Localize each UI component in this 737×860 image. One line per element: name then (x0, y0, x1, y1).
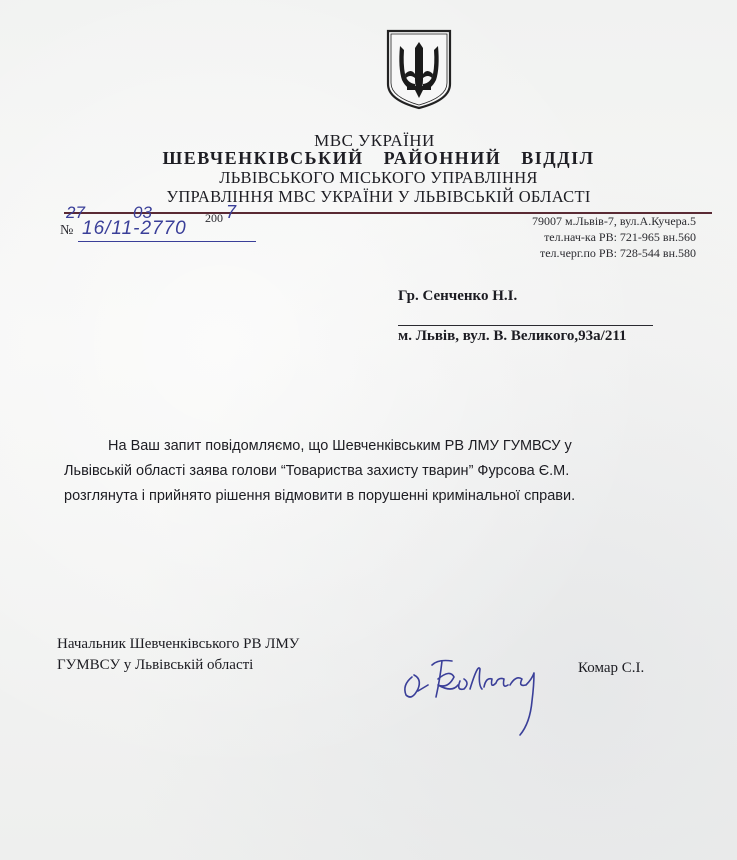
sender-phone-chief: тел.нач-ка РВ: 721-965 вн.560 (544, 230, 696, 244)
header-regional-directorate: УПРАВЛІННЯ МВС УКРАЇНИ У ЛЬВІВСЬКІЙ ОБЛАСТІ (166, 187, 591, 206)
registration-year-printed: 200 (205, 211, 223, 225)
signatory-name: Комар С.І. (578, 660, 645, 676)
registration-number-underline (78, 241, 256, 242)
header-city-directorate: ЛЬВІВСЬКОГО МІСЬКОГО УПРАВЛІННЯ (219, 168, 538, 187)
registration-number-sign: № (60, 223, 74, 238)
letter-body (64, 434, 704, 509)
signatory-title-line2: ГУМВСУ у Львівській області (57, 657, 254, 673)
recipient-name: Гр. Сенченко Н.І. (398, 288, 518, 304)
recipient-underline (398, 325, 653, 326)
body-line: Львівській області заява голови “Товариства захисту тварин” Фурсова Є.М. (64, 463, 570, 479)
registration-day: 27 (66, 203, 85, 222)
recipient-address: м. Львів, вул. В. Великого,93а/211 (398, 328, 627, 344)
sender-phone-duty: тел.черг.по РВ: 728-544 вн.580 (539, 246, 696, 260)
body-line: розглянута і прийнято рішення відмовити в порушенні кримінальної справи. (64, 488, 576, 504)
trident-coat-of-arms-icon (385, 28, 453, 110)
registration-year-handwritten: 7 (226, 202, 237, 222)
signatory-title-line1: Начальник Шевченківського РВ ЛМУ (57, 636, 300, 652)
registration-month: 03 (133, 203, 152, 222)
header-department: ШЕВЧЕНКІВСЬКИЙ РАЙОННИЙ ВІДДІЛ (162, 148, 595, 168)
sender-address: 79007 м.Львів-7, вул.А.Кучера.5 (531, 214, 696, 228)
handwritten-signature-icon (398, 645, 558, 740)
body-line: На Ваш запит повідомляємо, що Шевченківським РВ ЛМУ ГУМВСУ у (108, 438, 572, 454)
registration-number: 16/11-2770 (82, 218, 187, 239)
header-ministry: МВС УКРАЇНИ (314, 131, 435, 150)
